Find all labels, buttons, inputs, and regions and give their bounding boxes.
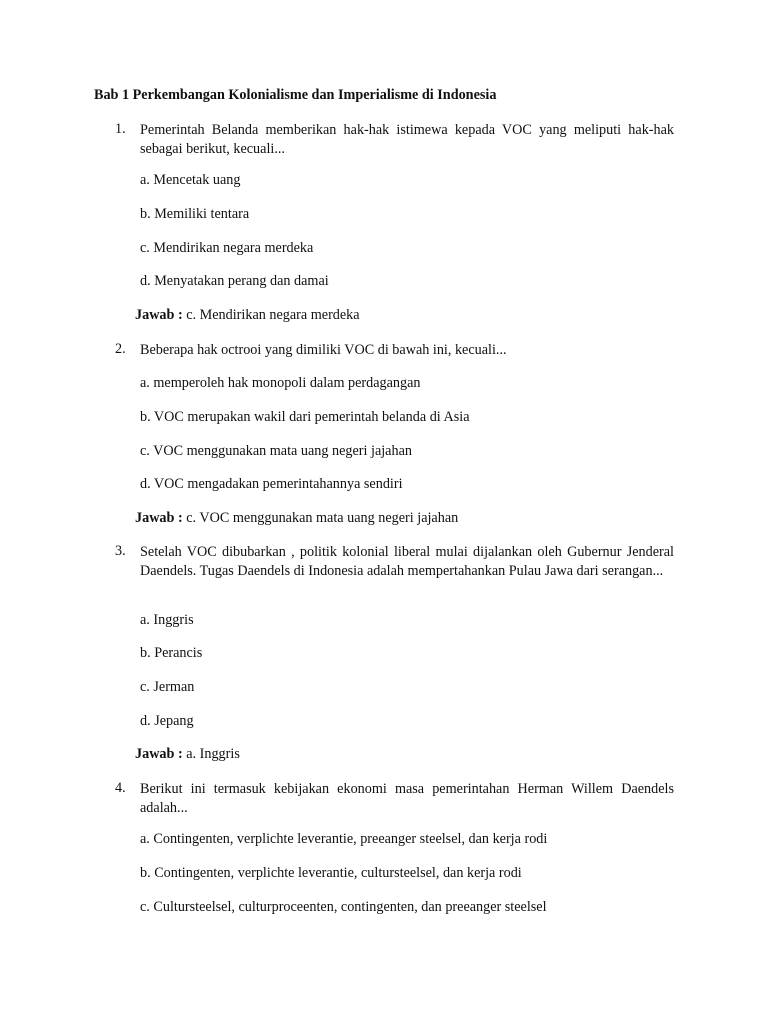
option-d: d. Menyatakan perang dan damai <box>140 273 329 289</box>
option-b: b. Perancis <box>140 645 203 661</box>
question-number: 4. <box>115 780 126 796</box>
option-b: b. Memiliki tentara <box>140 206 250 222</box>
answer-line <box>135 746 240 763</box>
option-b: b. Contingenten, verplichte leverantie, cultursteelsel, dan kerja rodi <box>140 865 522 881</box>
question-text: Beberapa hak octrooi yang dimiliki VOC di bawah ini, kecuali... <box>140 342 507 358</box>
option-d: d. VOC mengadakan pemerintahannya sendiri <box>140 476 403 492</box>
question-text: Pemerintah Belanda memberikan hak-hak istimewa kepada VOC yang meliputi hak-hak sebagai berikut, kecuali... <box>140 122 674 157</box>
option-b: b. VOC merupakan wakil dari pemerintah belanda di Asia <box>140 409 470 425</box>
answer-text: c. Mendirikan negara merdeka <box>186 307 360 323</box>
question-number: 3. <box>115 543 126 559</box>
answer-line <box>135 510 458 527</box>
option-c: c. Jerman <box>140 679 195 695</box>
answer-label: Jawab : <box>135 746 183 762</box>
answer-label: Jawab : <box>135 510 183 526</box>
option-a: a. Mencetak uang <box>140 172 241 188</box>
answer-text: a. Inggris <box>186 746 240 762</box>
option-a: a. Inggris <box>140 612 194 628</box>
option-a: a. memperoleh hak monopoli dalam perdagangan <box>140 375 421 391</box>
question-text: Setelah VOC dibubarkan , politik kolonial liberal mulai dijalankan oleh Gubernur Jenderal Daendels. Tugas Daendels di Indonesia adalah mempertahankan Pulau Jawa dari serangan... <box>140 544 674 579</box>
option-a: a. Contingenten, verplichte leverantie, preeanger steelsel, dan kerja rodi <box>140 831 548 847</box>
option-d: d. Jepang <box>140 713 194 729</box>
option-c: c. VOC menggunakan mata uang negeri jajahan <box>140 443 412 459</box>
question-number: 2. <box>115 341 126 357</box>
answer-label: Jawab : <box>135 307 183 323</box>
question-text: Berikut ini termasuk kebijakan ekonomi masa pemerintahan Herman Willem Daendels adalah... <box>140 781 674 816</box>
option-c: c. Cultursteelsel, culturproceenten, contingenten, dan preeanger steelsel <box>140 899 547 915</box>
answer-line <box>135 307 360 324</box>
document-title: Bab 1 Perkembangan Kolonialisme dan Imperialisme di Indonesia <box>94 87 497 103</box>
question-number: 1. <box>115 121 126 137</box>
option-c: c. Mendirikan negara merdeka <box>140 240 314 256</box>
answer-text: c. VOC menggunakan mata uang negeri jajahan <box>186 510 459 526</box>
